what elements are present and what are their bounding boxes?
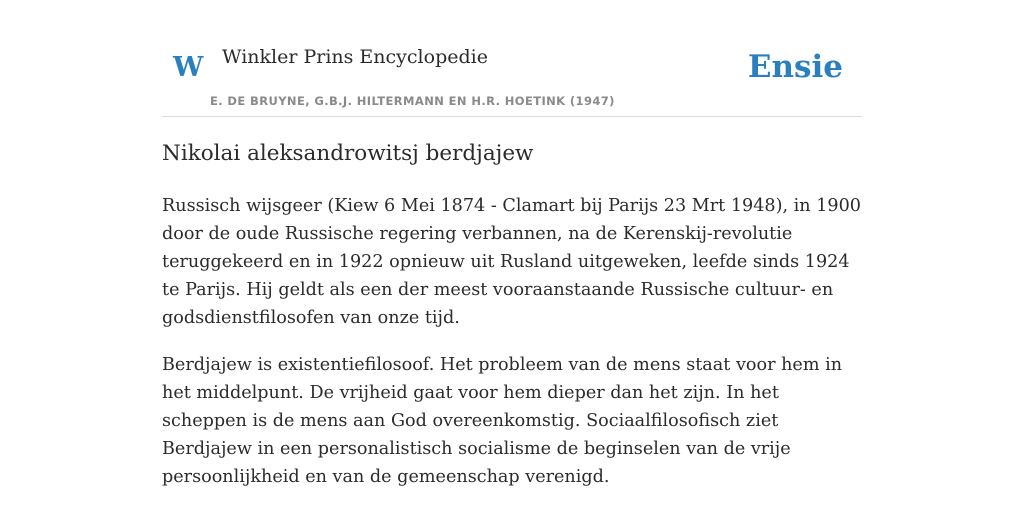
publication-title[interactable]: Winkler Prins Encyclopedie [222, 46, 488, 68]
publication-logo-icon[interactable]: W [173, 52, 204, 83]
article-title: Nikolai aleksandrowitsj berdjajew [162, 141, 534, 166]
publication-authors: E. DE BRUYNE, G.B.J. HILTERMANN EN H.R. HOETINK (1947) [210, 94, 615, 108]
article-paragraph-1: Russisch wijsgeer (Kiew 6 Mei 1874 - Clamart bij Parijs 23 Mrt 1948), in 1900 door de oude Russische regering verbannen, na de Kerenskij-revolutie teruggekeerd en in 1922 opnieuw uit Rusland uitgeweken, leefde sinds 1924 te Parijs. Hij geldt als een der meest vooraanstaande Russische cultuur- en godsdienstfilosofen van onze tijd. [162, 196, 861, 328]
article [162, 138, 862, 491]
page-header [162, 0, 862, 117]
brand-logo[interactable]: Ensie [747, 49, 843, 85]
article-paragraph-2: Berdjajew is existentiefilosoof. Het probleem van de mens staat voor hem in het middelpunt. De vrijheid gaat voor hem dieper dan het zijn. In het scheppen is de mens aan God overeenkomstig. Sociaalfilosofisch ziet Berdjajew in een personalistisch socialisme de beginselen van de vrije persoonlijkheid en van de gemeenschap verenigd. [162, 355, 843, 487]
